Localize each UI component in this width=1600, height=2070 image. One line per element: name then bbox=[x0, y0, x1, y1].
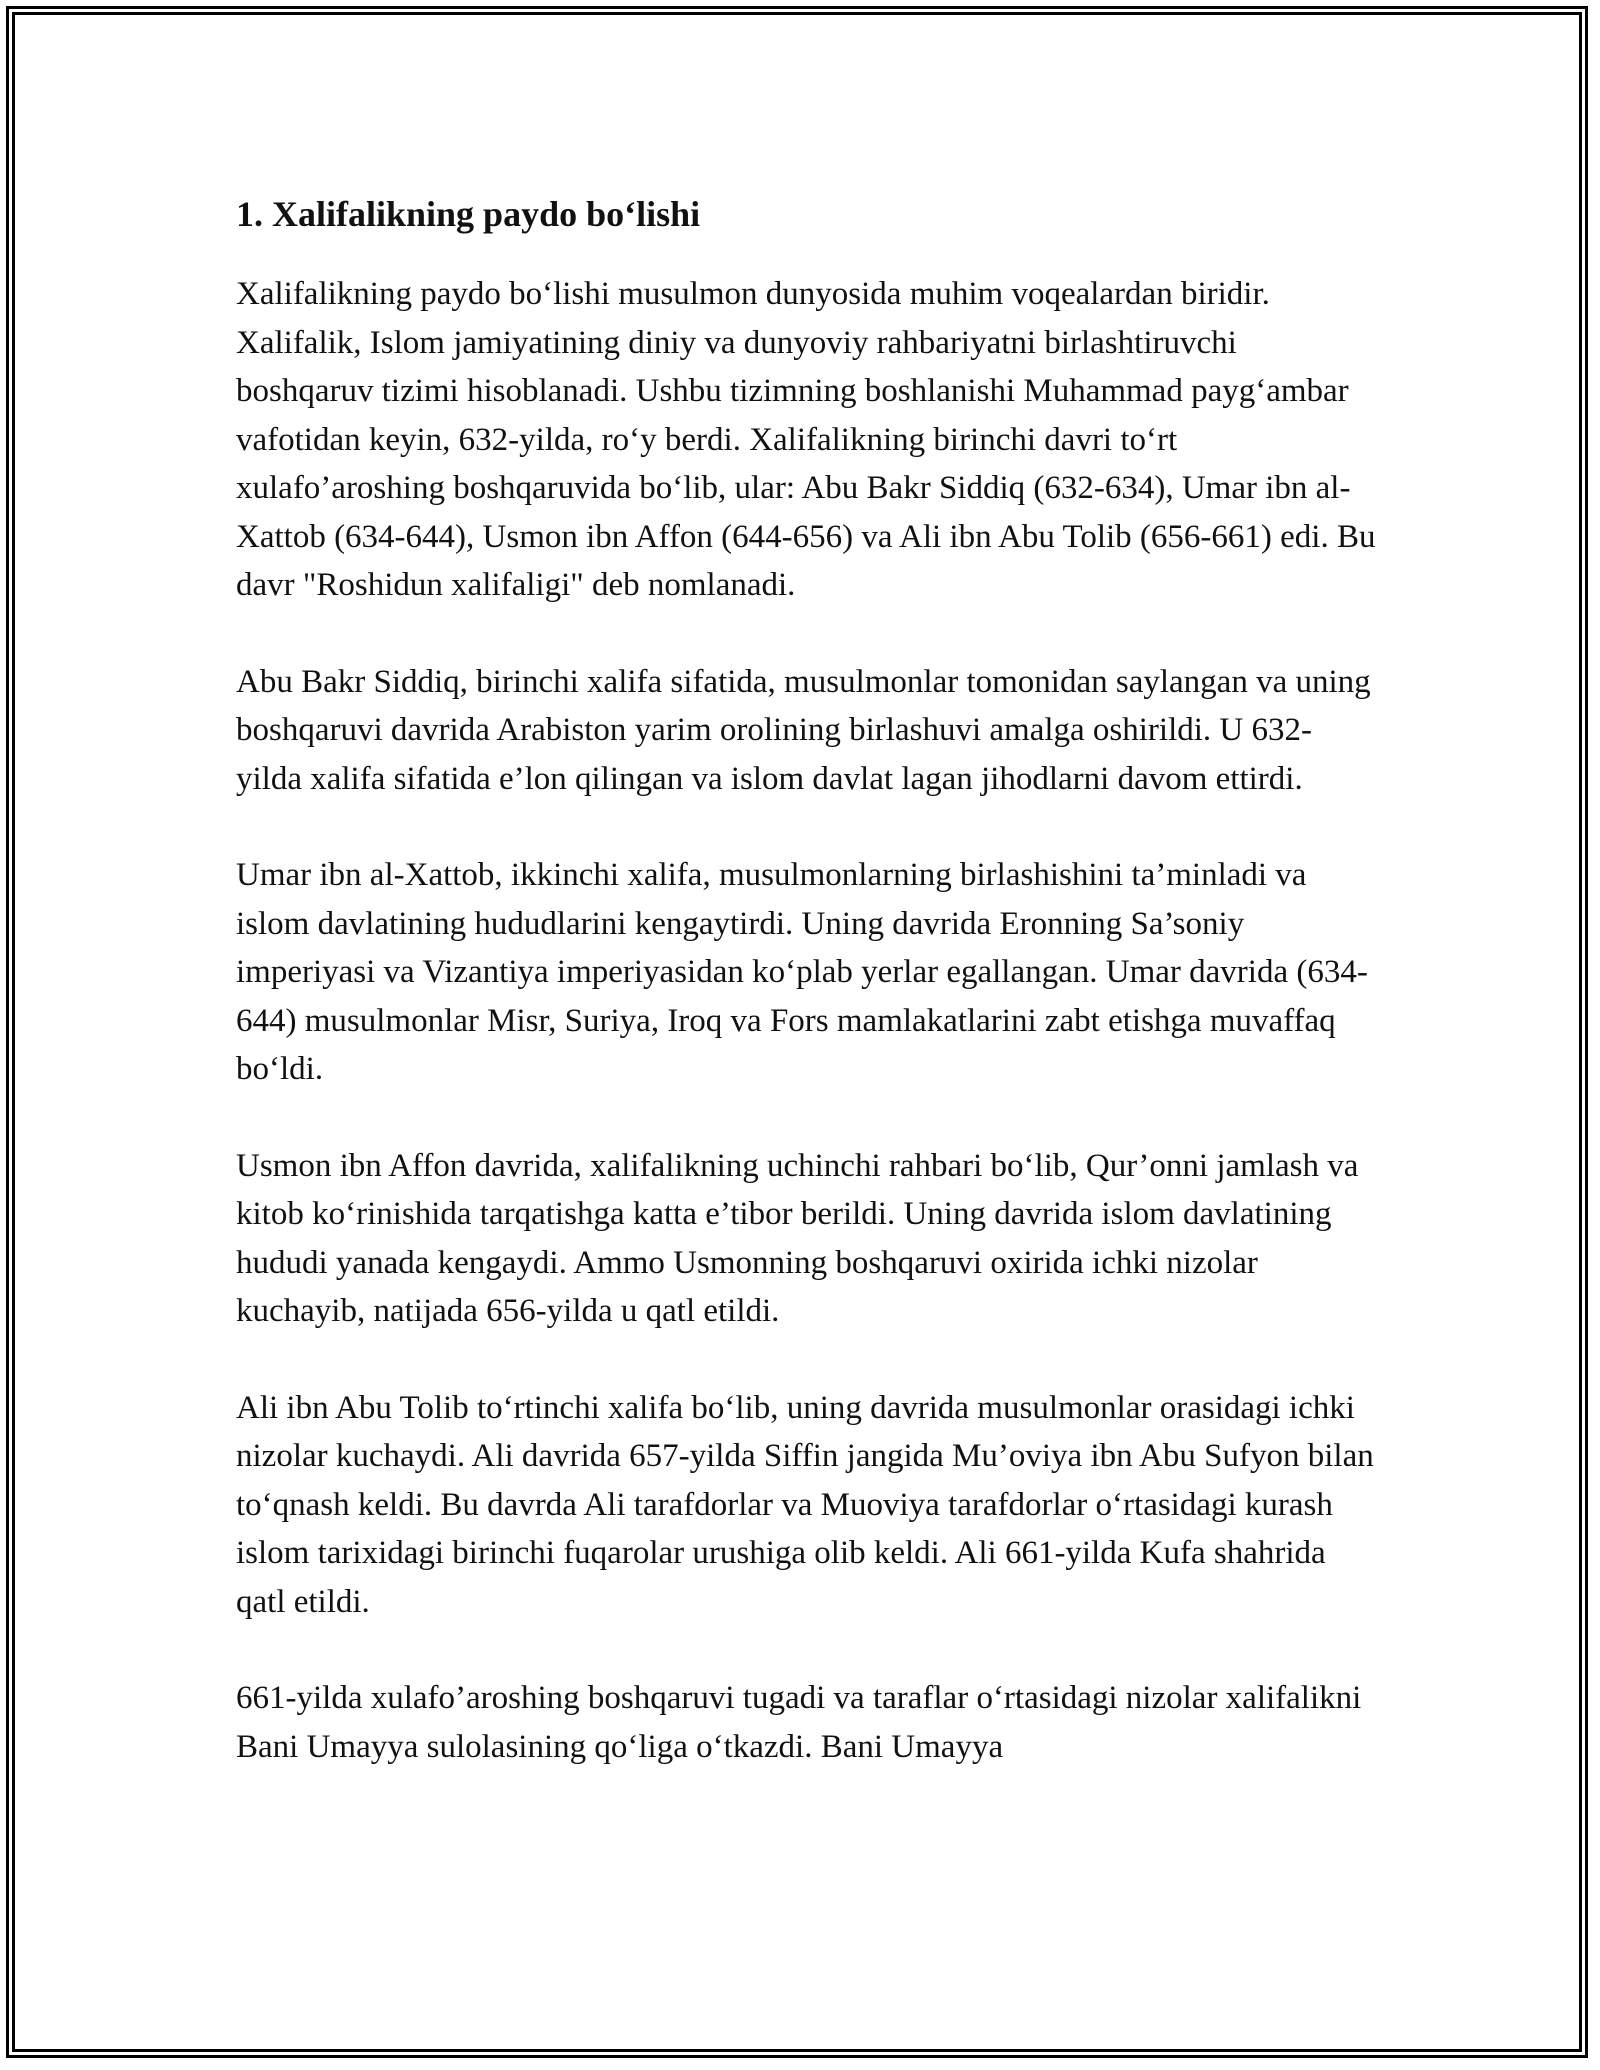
paragraph-introduction: Xalifalikning paydo bo‘lishi musulmon dunyosida muhim voqealardan biridir. Xalifalik, Islom jamiyatining diniy va dunyoviy rahbariyatni birlashtiruvchi boshqaruv tizimi hisoblanadi. Ushbu tizimning boshlanishi Muhammad payg‘ambar vafotidan keyin, 632-yilda, ro‘y berdi. Xalifalikning birinchi davri to‘rt xulafo’aroshing boshqaruvida bo‘lib, ular: Abu Bakr Siddiq (632-634), Umar ibn al-Xattob (634-644), Usmon ibn Affon (644-656) va Ali ibn Abu Tolib (656-661) edi. Bu davr "Roshidun xalifaligi" deb nomlanadi. bbox=[236, 276, 1376, 603]
paragraph-abu-bakr: Abu Bakr Siddiq, birinchi xalifa sifatida, musulmonlar tomonidan saylangan va uning boshqaruvi davrida Arabiston yarim orolining birlashuvi amalga oshirildi. U 632-yilda xalifa sifatida e’lon qilingan va islom davlat lagan jihodlarni davom ettirdi. bbox=[236, 663, 1371, 797]
paragraph-umayyad-transition: 661-yilda xulafo’aroshing boshqaruvi tugadi va taraflar o‘rtasidagi nizolar xalifalikni Bani Umayya sulolasining qo‘liga o‘tkazdi. Bani Umayya bbox=[236, 1680, 1362, 1765]
paragraph-ali: Ali ibn Abu Tolib to‘rtinchi xalifa bo‘lib, uning davrida musulmonlar orasidagi ichki nizolar kuchaydi. Ali davrida 657-yilda Siffin jangida Mu’oviya ibn Abu Sufyon bilan to‘qnash keldi. Bu davrda Ali tarafdorlar va Muoviya tarafdorlar o‘rtasidagi kurash islom tarixidagi birinchi fuqarolar urushiga olib keldi. Ali 661-yilda Kufa shahrida qatl etildi. bbox=[236, 1389, 1374, 1620]
document-body bbox=[236, 188, 1376, 1819]
paragraph-umar: Umar ibn al-Xattob, ikkinchi xalifa, musulmonlarning birlashishini ta’minladi va islom davlatining hududlarini kengaytirdi. Uning davrida Eronning Sa’soniy imperiyasi va Vizantiya imperiyasidan ko‘plab yerlar egallangan. Umar davrida (634-644) musulmonlar Misr, Suriya, Iroq va Fors mamlakatlarini zabt etishga muvaffaq bo‘ldi. bbox=[236, 857, 1368, 1087]
section-heading: 1. Xalifalikning paydo bo‘lishi bbox=[236, 194, 701, 234]
paragraph-usmon: Usmon ibn Affon davrida, xalifalikning uchinchi rahbari bo‘lib, Qur’onni jamlash va kitob ko‘rinishida tarqatishga katta e’tibor berildi. Uning davrida islom davlatining hududi yanada kengaydi. Ammo Usmonning boshqaruvi oxirida ichki nizolar kuchayib, natijada 656-yilda u qatl etildi. bbox=[236, 1147, 1359, 1329]
